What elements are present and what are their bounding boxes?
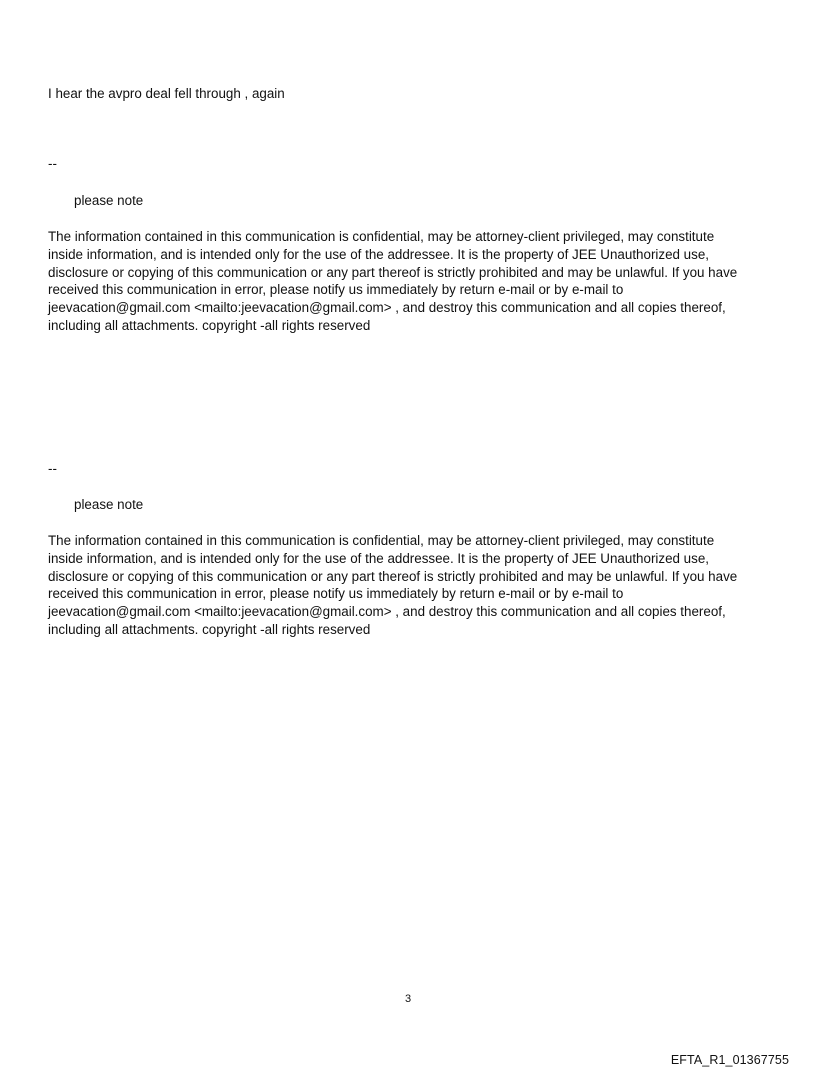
disclaimer-line: The information contained in this communication is confidential, may be attorney-client privileged, may constitute xyxy=(48,533,715,548)
confidentiality-disclaimer xyxy=(48,532,768,639)
signature-separator: -- xyxy=(48,461,57,476)
signature-note-heading: please note xyxy=(74,497,144,512)
signature-separator: -- xyxy=(48,156,57,171)
disclaimer-line: including all attachments. copyright -all rights reserved xyxy=(48,317,371,333)
disclaimer-line: inside information, and is intended only for the use of the addressee. It is the property of JEE Unauthorized use, xyxy=(48,550,709,566)
bates-number: EFTA_R1_01367755 xyxy=(670,1053,789,1067)
confidentiality-disclaimer xyxy=(48,228,768,335)
signature-note-heading: please note xyxy=(74,193,144,208)
disclaimer-line: inside information, and is intended only for the use of the addressee. It is the property of JEE Unauthorized use, xyxy=(48,246,709,262)
disclaimer-line: received this communication in error, please notify us immediately by return e-mail or by e-mail to xyxy=(48,586,624,602)
disclaimer-line: disclosure or copying of this communication or any part thereof is strictly prohibited and may be unlawful. If you have xyxy=(48,264,738,280)
disclaimer-line: disclosure or copying of this communication or any part thereof is strictly prohibited and may be unlawful. If you have xyxy=(48,568,738,584)
disclaimer-line: jeevacation@gmail.com <mailto:jeevacation@gmail.com> , and destroy this communication and all copies thereof, xyxy=(48,300,726,316)
message-body: I hear the avpro deal fell through , again xyxy=(48,86,285,101)
disclaimer-line: jeevacation@gmail.com <mailto:jeevacation@gmail.com> , and destroy this communication and all copies thereof, xyxy=(48,604,726,620)
page-number: 3 xyxy=(404,993,412,1005)
disclaimer-line: The information contained in this communication is confidential, may be attorney-client privileged, may constitute xyxy=(48,229,715,244)
disclaimer-line: including all attachments. copyright -all rights reserved xyxy=(48,621,371,637)
disclaimer-line: received this communication in error, please notify us immediately by return e-mail or by e-mail to xyxy=(48,282,624,298)
